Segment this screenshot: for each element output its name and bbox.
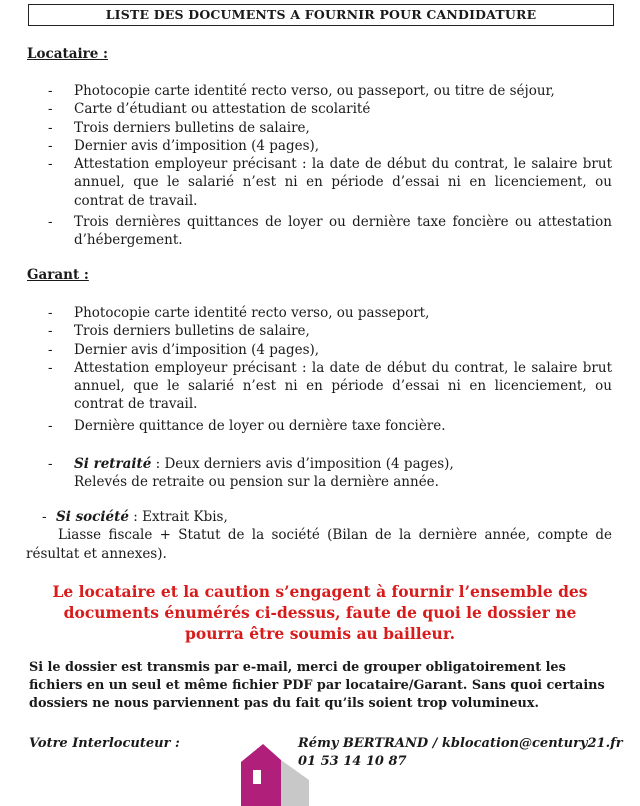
- retraite-label: Si retraité: [74, 456, 152, 472]
- contact-info: [298, 735, 623, 771]
- retraite-block: - Si retraité : Deux derniers avis d’imposition (4 pages), Relevés de retraite ou pension sur la dernière année.: [48, 456, 454, 491]
- list-item: - Attestation employeur précisant : la date de début du contrat, le salaire brut annuel, que le salarié n’est ni en période d’essai ni en licenciement, ou contrat de travail.: [48, 156, 612, 209]
- list-item: - Photocopie carte identité recto verso, ou passeport, ou titre de séjour,: [48, 83, 555, 99]
- list-item: - Carte d’étudiant ou attestation de scolarité: [48, 101, 371, 118]
- contact-name-email: Rémy BERTRAND / kblocation@century21.fr: [298, 736, 623, 751]
- list-item: - Attestation employeur précisant : la date de début du contrat, le salaire brut annuel, que le salarié n’est ni en période d’essai ni en licenciement, ou contrat de travail.: [48, 359, 612, 413]
- email-notice: Si le dossier est transmis par e-mail, merci de grouper obligatoirement les fichiers en un seul et même fichier PDF par locataire/Garant. Sans quoi certains dossiers ne nous parviennent pas du fait qu’ils soient trop volumineux.: [29, 660, 605, 711]
- list-item: - Dernier avis d’imposition (4 pages),: [48, 137, 320, 154]
- list-item: - Dernier avis d’imposition (4 pages),: [48, 341, 320, 358]
- list-item: - Trois derniers bulletins de salaire,: [48, 323, 310, 340]
- societe-block: - Si société : Extrait Kbis, Liasse fiscale + Statut de la société (Bilan de la dernière année, compte de résultat et annexes).: [26, 509, 612, 562]
- list-item: - Trois dernières quittances de loyer ou dernière taxe foncière ou attestation d’hébergement.: [48, 214, 612, 249]
- garant-list: [44, 304, 612, 435]
- document-title: LISTE DES DOCUMENTS A FOURNIR POUR CANDIDATURE: [28, 4, 614, 26]
- list-item: - Dernière quittance de loyer ou dernière taxe foncière.: [48, 417, 446, 434]
- locataire-list: [44, 82, 612, 250]
- contact-phone: 01 53 14 10 87: [298, 754, 407, 769]
- societe-label: Si société: [56, 509, 129, 525]
- garant-heading: Garant :: [27, 267, 89, 283]
- locataire-heading: Locataire :: [27, 46, 108, 62]
- list-item: - Trois derniers bulletins de salaire,: [48, 119, 310, 136]
- contact-label: Votre Interlocuteur :: [29, 736, 180, 751]
- list-item: - Photocopie carte identité recto verso, ou passeport,: [48, 305, 430, 321]
- warning-message: Le locataire et la caution s’engagent à fournir l’ensemble des documents énumérés ci-dessus, faute de quoi le dossier ne pourra être soumis au bailleur.: [52, 582, 588, 643]
